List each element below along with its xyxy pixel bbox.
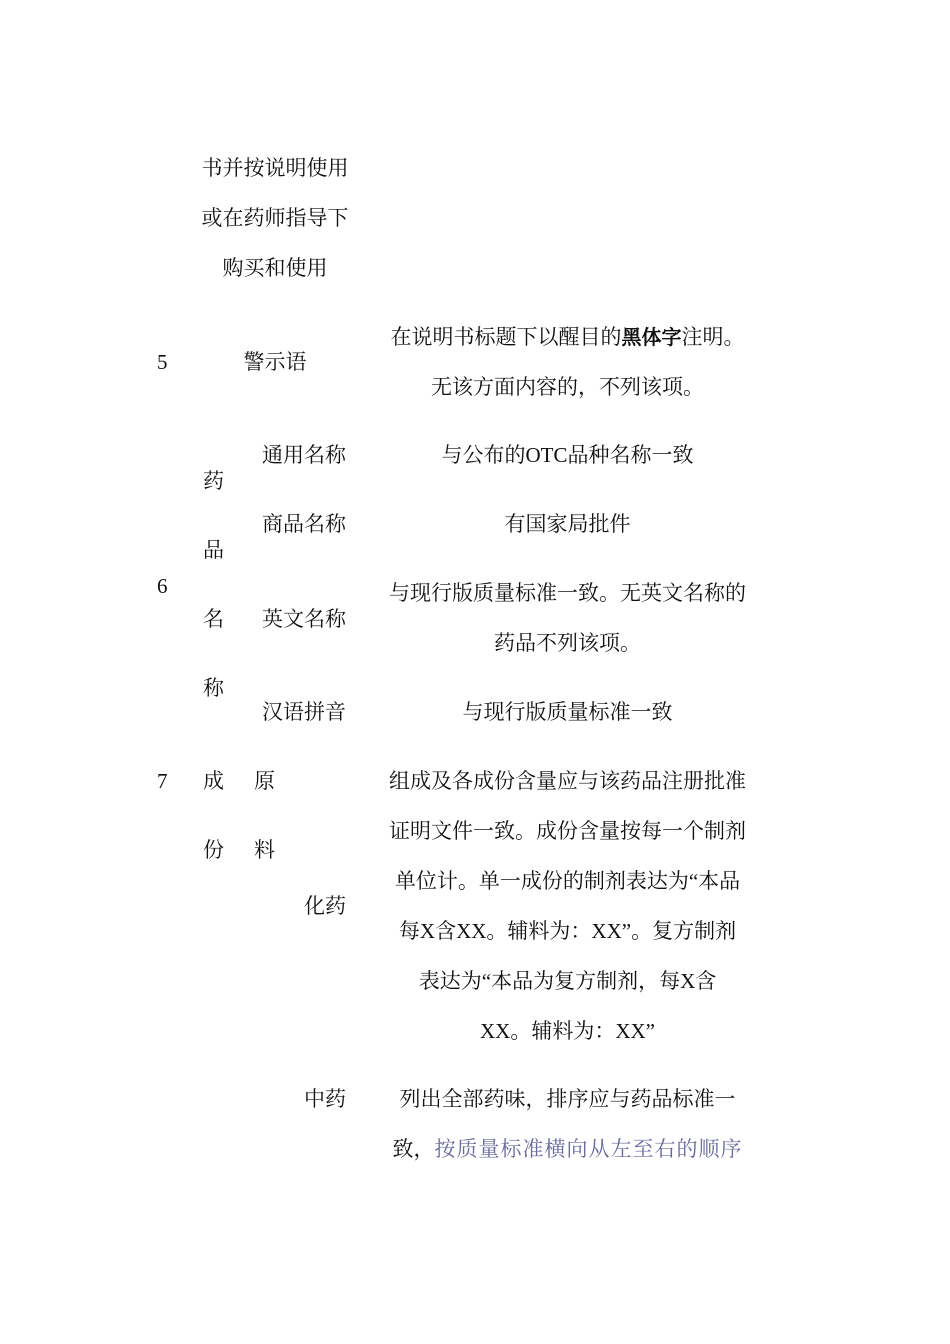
row7-item-tcm: 中药 xyxy=(304,1087,346,1111)
row7-chem-line: 组成及各成份含量应与该药品注册批准 xyxy=(389,769,746,793)
row6-req: 与现行版质量标准一致。无英文名称的 xyxy=(389,581,746,605)
sub-group-char: 原 xyxy=(254,769,275,793)
row-number: 7 xyxy=(157,769,168,793)
row6-req: 与公布的OTC品种名称一致 xyxy=(441,443,694,467)
row4-item-line: 或在药师指导下 xyxy=(201,206,349,230)
group-char: 称 xyxy=(203,676,224,700)
highlighted-text: 按质量标准横向从左至右的顺序 xyxy=(434,1137,743,1161)
group-char: 成 xyxy=(203,769,224,793)
row4-item-line: 购买和使用 xyxy=(222,256,328,280)
row5-requirement-line1: 在说明书标题下以醒目的黑体字注明。 xyxy=(390,325,745,349)
row6-item-pinyin: 汉语拼音 xyxy=(262,700,346,724)
row7-chem-line: 单位计。单一成份的制剂表达为“本品 xyxy=(394,869,741,893)
row4-item-line: 书并按说明使用 xyxy=(201,156,349,180)
row7-chem-line: 表达为“本品为复方制剂，每X含 xyxy=(418,969,717,993)
row7-chem-line: 证明文件一致。成份含量按每一个制剂 xyxy=(389,819,746,843)
row5-item: 警示语 xyxy=(243,350,307,374)
row6-item-english-name: 英文名称 xyxy=(262,607,346,631)
row-number: 6 xyxy=(157,574,168,598)
row7-tcm-line: 列出全部药味，排序应与药品标准一 xyxy=(399,1087,736,1111)
row6-req: 药品不列该项。 xyxy=(494,631,641,655)
row6-req: 有国家局批件 xyxy=(504,512,631,536)
sub-group-char: 料 xyxy=(254,838,275,862)
row7-item-chemical: 化药 xyxy=(304,894,346,918)
row-number: 5 xyxy=(157,350,168,374)
row5-requirement-line2: 无该方面内容的，不列该项。 xyxy=(431,375,704,399)
row7-chem-line: XX。辅料为：XX” xyxy=(480,1019,655,1043)
bold-emphasis: 黑体字 xyxy=(621,325,682,349)
row6-req: 与现行版质量标准一致 xyxy=(462,700,673,724)
group-char: 名 xyxy=(203,607,224,631)
row7-tcm-line: 致，按质量标准横向从左至右的顺序 xyxy=(392,1137,743,1161)
row7-chem-line: 每X含XX。辅料为：XX”。复方制剂 xyxy=(398,919,737,943)
group-char: 药 xyxy=(203,469,224,493)
row6-item-generic-name: 通用名称 xyxy=(262,443,346,467)
row6-item-trade-name: 商品名称 xyxy=(262,512,346,536)
group-char: 品 xyxy=(203,538,224,562)
group-char: 份 xyxy=(203,838,224,862)
